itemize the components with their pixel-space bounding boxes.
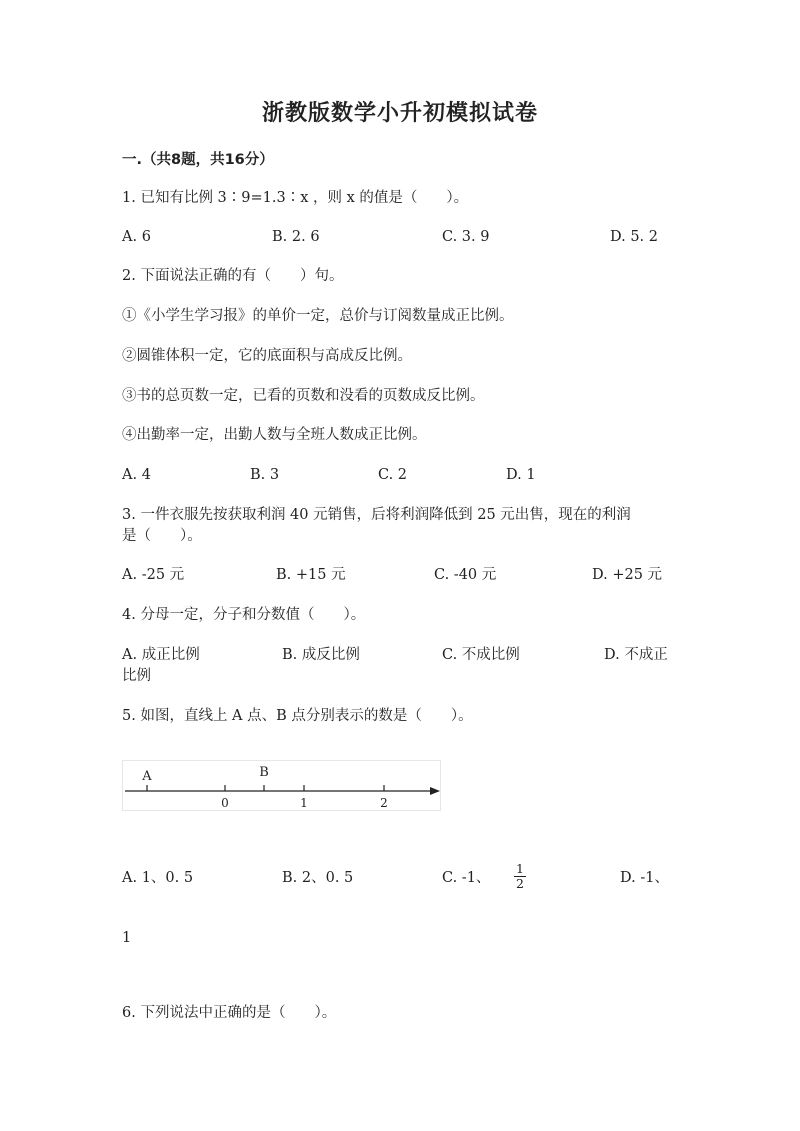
question-5-stem: 5. 如图，直线上 A 点、B 点分别表示的数是（ ）。 [122, 708, 473, 724]
figure-frame [123, 761, 441, 811]
question-2-statement-1: ①《小学生学习报》的单价一定，总价与订阅数量成正比例。 [122, 308, 514, 324]
tick-label-0: 0 [221, 796, 229, 810]
question-5-option-b: B. 2、0. 5 [282, 870, 354, 886]
fraction-denominator: 2 [516, 876, 524, 891]
question-2-statement-3: ③书的总页数一定，已看的页数和没看的页数成反比例。 [122, 388, 485, 404]
question-3-option-a: A. -25 元 [122, 567, 185, 583]
question-1-option-b: B. 2. 6 [272, 229, 320, 245]
number-line-figure [122, 760, 442, 812]
question-5-option-d: D. -1、 [620, 870, 669, 886]
tick-label-1: 1 [300, 796, 308, 810]
question-1-stem: 1. 已知有比例 3∶9=1.3∶x ，则 x 的值是（ ）。 [122, 190, 469, 206]
question-4-option-b: B. 成反比例 [282, 647, 360, 663]
question-2-option-b: B. 3 [250, 467, 280, 483]
point-b-label: B [259, 765, 269, 780]
question-2-option-d: D. 1 [506, 467, 536, 483]
question-4-stem: 4. 分母一定，分子和分数值（ ）。 [122, 607, 366, 623]
question-1-option-a: A. 6 [122, 229, 151, 245]
question-4-option-d-wrap: 比例 [122, 668, 151, 684]
question-2-statement-2: ②圆锥体积一定，它的底面积与高成反比例。 [122, 348, 412, 364]
tick-label-2: 2 [380, 796, 388, 810]
number-line-svg [122, 760, 442, 812]
question-2-statement-4: ④出勤率一定，出勤人数与全班人数成正比例。 [122, 427, 427, 443]
question-4-option-a: A. 成正比例 [122, 647, 200, 663]
section-header: 一.（共8题，共16分） [122, 152, 274, 168]
point-a-label: A [142, 769, 152, 784]
fraction-numerator: 1 [516, 861, 524, 876]
question-3-option-d: D. +25 元 [592, 567, 663, 583]
question-6-stem: 6. 下列说法中正确的是（ ）。 [122, 1005, 337, 1021]
question-5-option-a: A. 1、0. 5 [122, 870, 194, 886]
question-4-option-c: C. 不成比例 [442, 647, 520, 663]
question-5-option-c-fraction [514, 862, 526, 892]
question-5-option-d-wrap: 1 [122, 930, 132, 946]
question-4-option-d: D. 不成正 [604, 647, 668, 663]
question-3-stem-line-2: 是（ ）。 [122, 528, 202, 544]
question-1-option-d: D. 5. 2 [610, 229, 658, 245]
question-3-option-b: B. +15 元 [276, 567, 346, 583]
question-3-option-c: C. -40 元 [434, 567, 497, 583]
page-title: 浙教版数学小升初模拟试卷 [261, 101, 538, 126]
question-5-option-c: C. -1、 [442, 870, 491, 886]
question-2-option-a: A. 4 [122, 467, 151, 483]
question-3-stem-line-1: 3. 一件衣服先按获取利润 40 元销售，后将利润降低到 25 元出售，现在的利润 [122, 507, 631, 523]
question-1-option-c: C. 3. 9 [442, 229, 490, 245]
question-2-option-c: C. 2 [378, 467, 408, 483]
question-2-stem: 2. 下面说法正确的有（ ）句。 [122, 268, 344, 284]
